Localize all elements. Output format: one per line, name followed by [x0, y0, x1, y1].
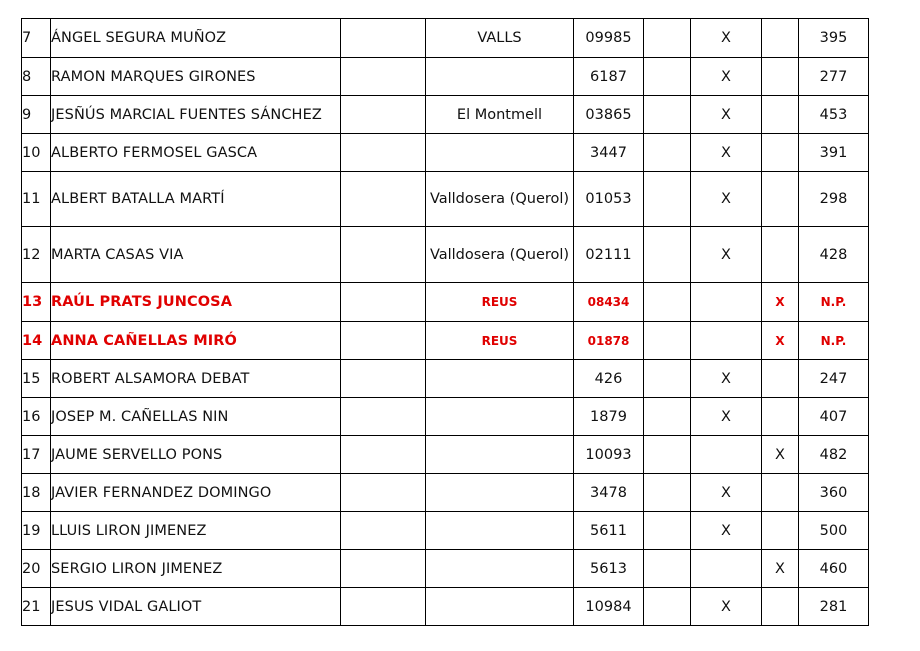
row-number: 11 [22, 172, 51, 227]
license-code: 02111 [574, 227, 644, 283]
mark-cell: X [691, 134, 762, 172]
empty-cell [341, 474, 426, 512]
mark-cell [762, 588, 799, 626]
empty-cell [341, 227, 426, 283]
mark-cell: X [691, 227, 762, 283]
participant-name: JOSEP M. CAÑELLAS NIN [51, 398, 341, 436]
participant-name: ALBERT BATALLA MARTÍ [51, 172, 341, 227]
table-body [22, 19, 869, 626]
license-code: 10093 [574, 436, 644, 474]
empty-cell [341, 134, 426, 172]
mark-cell [762, 398, 799, 436]
participant-name: JESUS VIDAL GALIOT [51, 588, 341, 626]
row-number: 20 [22, 550, 51, 588]
row-number: 18 [22, 474, 51, 512]
mark-cell: X [762, 322, 799, 360]
empty-cell [644, 550, 691, 588]
table-row [22, 474, 869, 512]
participant-name: ANNA CAÑELLAS MIRÓ [51, 322, 341, 360]
row-number: 14 [22, 322, 51, 360]
mark-cell: X [691, 512, 762, 550]
empty-cell [341, 96, 426, 134]
row-number: 15 [22, 360, 51, 398]
license-code: 03865 [574, 96, 644, 134]
town-cell: VALLS [426, 19, 574, 58]
score-cell: 428 [799, 227, 869, 283]
town-cell [426, 512, 574, 550]
license-code: 01878 [574, 322, 644, 360]
town-cell [426, 360, 574, 398]
participant-name: LLUIS LIRON JIMENEZ [51, 512, 341, 550]
score-cell: 407 [799, 398, 869, 436]
mark-cell [762, 512, 799, 550]
license-code: 3447 [574, 134, 644, 172]
mark-cell: X [762, 550, 799, 588]
empty-cell [644, 360, 691, 398]
town-cell [426, 58, 574, 96]
row-number: 16 [22, 398, 51, 436]
table-row [22, 19, 869, 58]
town-cell: Valldosera (Querol) [426, 172, 574, 227]
row-number: 19 [22, 512, 51, 550]
empty-cell [341, 588, 426, 626]
empty-cell [644, 436, 691, 474]
empty-cell [341, 19, 426, 58]
town-cell [426, 398, 574, 436]
table-row [22, 96, 869, 134]
mark-cell: X [691, 58, 762, 96]
row-number: 13 [22, 283, 51, 322]
town-cell [426, 588, 574, 626]
mark-cell: X [691, 19, 762, 58]
empty-cell [644, 227, 691, 283]
participant-name: RAÚL PRATS JUNCOSA [51, 283, 341, 322]
empty-cell [341, 360, 426, 398]
license-code: 09985 [574, 19, 644, 58]
mark-cell [762, 172, 799, 227]
participant-name: RAMON MARQUES GIRONES [51, 58, 341, 96]
score-cell: 247 [799, 360, 869, 398]
license-code: 01053 [574, 172, 644, 227]
empty-cell [644, 588, 691, 626]
table-row [22, 588, 869, 626]
mark-cell: X [691, 360, 762, 398]
score-cell: N.P. [799, 322, 869, 360]
score-cell: 360 [799, 474, 869, 512]
empty-cell [644, 283, 691, 322]
empty-cell [341, 322, 426, 360]
results-table [21, 18, 869, 626]
row-number: 10 [22, 134, 51, 172]
empty-cell [341, 398, 426, 436]
mark-cell: X [762, 436, 799, 474]
mark-cell [762, 474, 799, 512]
table-row [22, 398, 869, 436]
license-code: 1879 [574, 398, 644, 436]
mark-cell [762, 58, 799, 96]
row-number: 12 [22, 227, 51, 283]
row-number: 7 [22, 19, 51, 58]
score-cell: 500 [799, 512, 869, 550]
empty-cell [341, 172, 426, 227]
town-cell [426, 550, 574, 588]
empty-cell [341, 283, 426, 322]
participant-name: ÁNGEL SEGURA MUÑOZ [51, 19, 341, 58]
mark-cell: X [762, 283, 799, 322]
participant-name: JAUME SERVELLO PONS [51, 436, 341, 474]
participant-name: SERGIO LIRON JIMENEZ [51, 550, 341, 588]
participant-name: JESÑÚS MARCIAL FUENTES SÁNCHEZ [51, 96, 341, 134]
row-number: 17 [22, 436, 51, 474]
mark-cell [762, 360, 799, 398]
town-cell: REUS [426, 283, 574, 322]
mark-cell: X [691, 474, 762, 512]
mark-cell [691, 436, 762, 474]
town-cell: Valldosera (Querol) [426, 227, 574, 283]
table-row [22, 134, 869, 172]
table-row [22, 227, 869, 283]
mark-cell: X [691, 172, 762, 227]
mark-cell [762, 134, 799, 172]
town-cell [426, 436, 574, 474]
empty-cell [644, 19, 691, 58]
score-cell: 460 [799, 550, 869, 588]
license-code: 08434 [574, 283, 644, 322]
empty-cell [644, 512, 691, 550]
town-cell [426, 134, 574, 172]
empty-cell [341, 512, 426, 550]
mark-cell [691, 322, 762, 360]
table-row [22, 436, 869, 474]
mark-cell [691, 550, 762, 588]
participant-name: ALBERTO FERMOSEL GASCA [51, 134, 341, 172]
license-code: 426 [574, 360, 644, 398]
score-cell: 482 [799, 436, 869, 474]
score-cell: 277 [799, 58, 869, 96]
empty-cell [341, 58, 426, 96]
mark-cell [691, 283, 762, 322]
table-row [22, 58, 869, 96]
empty-cell [644, 172, 691, 227]
row-number: 21 [22, 588, 51, 626]
table-row [22, 360, 869, 398]
mark-cell: X [691, 398, 762, 436]
empty-cell [644, 58, 691, 96]
score-cell: 391 [799, 134, 869, 172]
license-code: 5613 [574, 550, 644, 588]
table-row [22, 322, 869, 360]
table-row [22, 172, 869, 227]
license-code: 6187 [574, 58, 644, 96]
empty-cell [644, 322, 691, 360]
empty-cell [644, 134, 691, 172]
score-cell: N.P. [799, 283, 869, 322]
participant-name: ROBERT ALSAMORA DEBAT [51, 360, 341, 398]
score-cell: 298 [799, 172, 869, 227]
mark-cell: X [691, 96, 762, 134]
score-cell: 281 [799, 588, 869, 626]
mark-cell [762, 96, 799, 134]
town-cell: El Montmell [426, 96, 574, 134]
town-cell [426, 474, 574, 512]
score-cell: 453 [799, 96, 869, 134]
table-row [22, 550, 869, 588]
license-code: 3478 [574, 474, 644, 512]
empty-cell [341, 436, 426, 474]
row-number: 8 [22, 58, 51, 96]
license-code: 5611 [574, 512, 644, 550]
empty-cell [644, 398, 691, 436]
empty-cell [644, 474, 691, 512]
mark-cell [762, 227, 799, 283]
participant-name: JAVIER FERNANDEZ DOMINGO [51, 474, 341, 512]
empty-cell [644, 96, 691, 134]
town-cell: REUS [426, 322, 574, 360]
table-row [22, 283, 869, 322]
row-number: 9 [22, 96, 51, 134]
license-code: 10984 [574, 588, 644, 626]
empty-cell [341, 550, 426, 588]
mark-cell [762, 19, 799, 58]
score-cell: 395 [799, 19, 869, 58]
table-row [22, 512, 869, 550]
participant-name: MARTA CASAS VIA [51, 227, 341, 283]
mark-cell: X [691, 588, 762, 626]
